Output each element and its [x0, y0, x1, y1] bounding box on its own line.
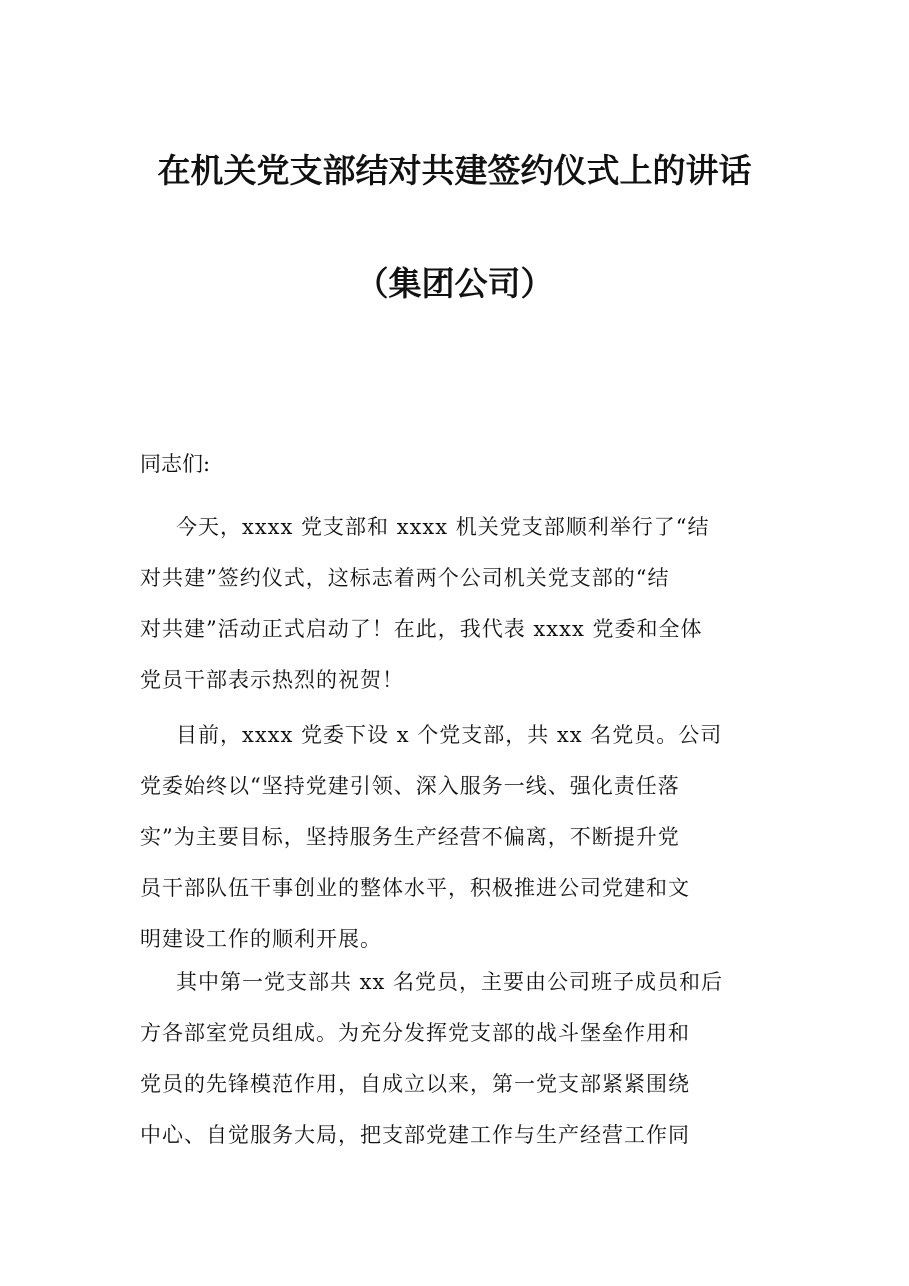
document-subtitle: （集团公司）: [355, 264, 554, 303]
paragraph-line: 党员的先锋模范作用，自成立以来，第一党支部紧紧围绕: [140, 1072, 690, 1096]
paragraph-1: [140, 502, 780, 706]
paragraph-line: 其中第一党支部共 xx 名党员，主要由公司班子成员和后: [176, 970, 724, 994]
paragraph-line: 党委始终以“坚持党建引领、深入服务一线、强化责任落: [140, 774, 680, 798]
paragraph-line: 目前，xxxx 党委下设 x 个党支部，共 xx 名党员。公司: [176, 723, 723, 747]
paragraph-line: 党员干部表示热烈的祝贺！: [140, 668, 404, 692]
paragraph-line: 方各部室党员组成。为充分发挥党支部的战斗堡垒作用和: [140, 1021, 690, 1045]
greeting: 同志们:: [140, 452, 211, 476]
paragraph-line: 明建设工作的顺利开展。: [140, 927, 382, 951]
paragraph-2: [140, 710, 780, 965]
paragraph-line: 今天，xxxx 党支部和 xxxx 机关党支部顺利举行了“结: [176, 515, 710, 539]
paragraph-line: 实”为主要目标，坚持服务生产经营不偏离，不断提升党: [140, 825, 680, 849]
paragraph-line: 员干部队伍干事创业的整体水平，积极推进公司党建和文: [140, 876, 690, 900]
paragraph-line: 对共建”签约仪式，这标志着两个公司机关党支部的“结: [140, 566, 670, 590]
paragraph-3: [140, 957, 780, 1161]
paragraph-line: 对共建”活动正式启动了！在此，我代表 xxxx 党委和全体: [140, 617, 703, 641]
paragraph-line: 中心、自觉服务大局，把支部党建工作与生产经营工作同: [140, 1123, 690, 1147]
document-title: 在机关党支部结对共建签约仪式上的讲话: [157, 151, 752, 190]
